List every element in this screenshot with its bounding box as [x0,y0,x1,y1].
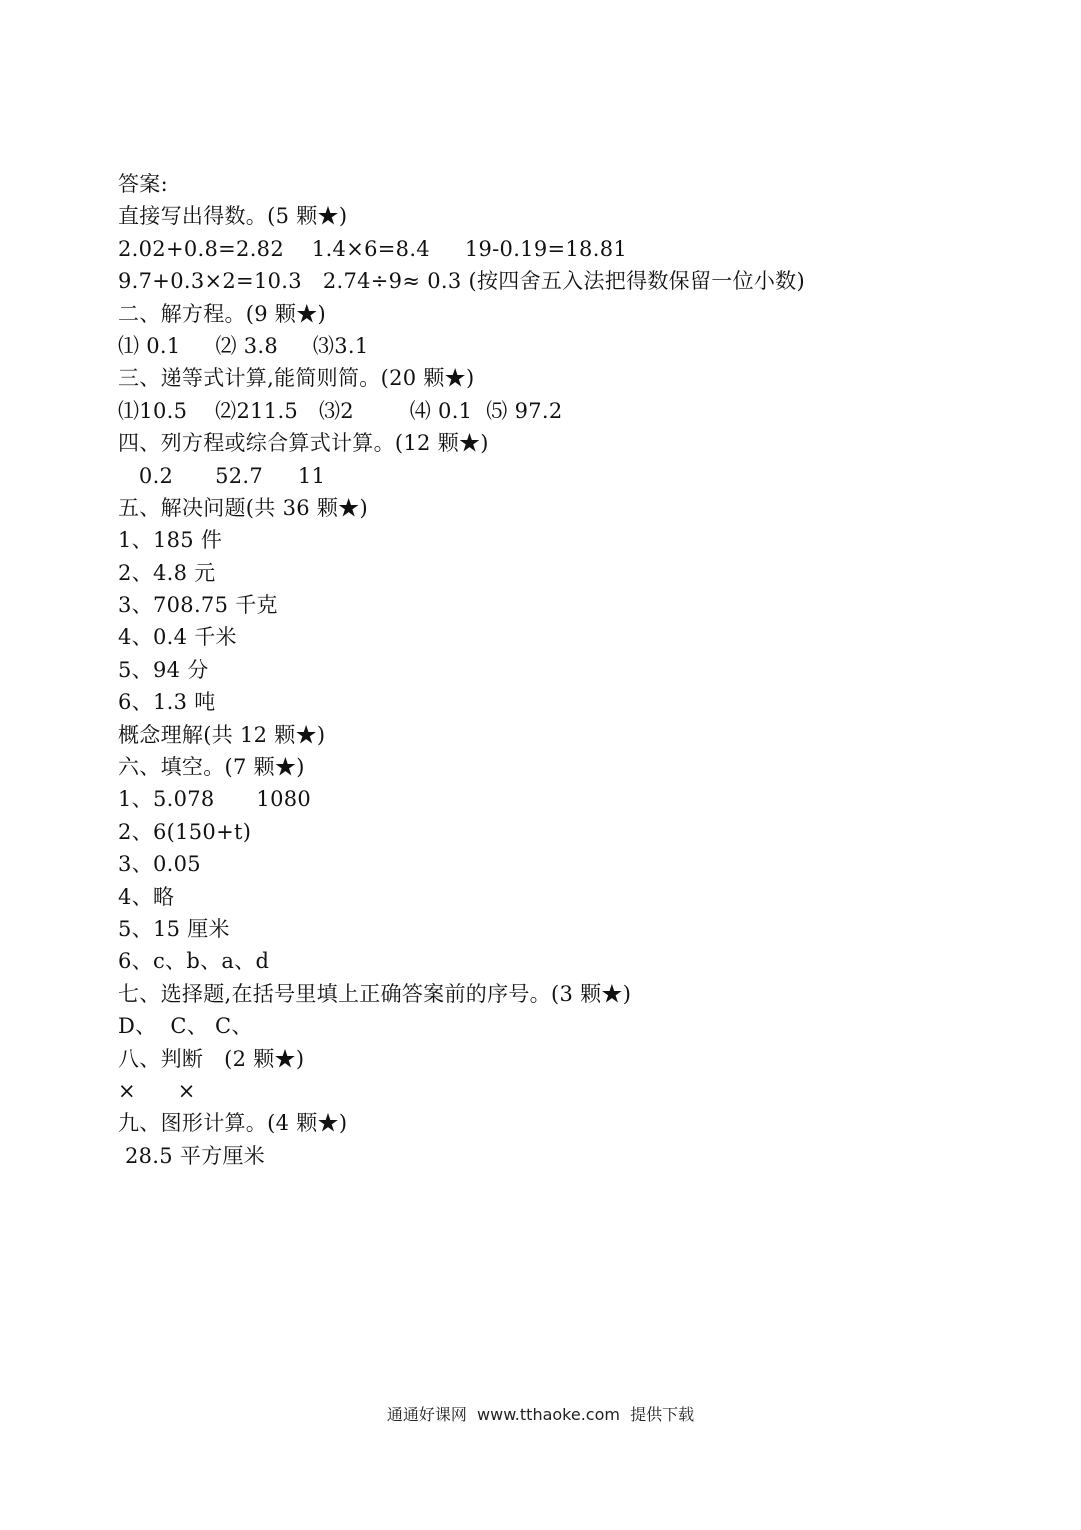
choice-answers: D、 C、 C、 [118,1014,253,1039]
section-direct-calc-title: 直接写出得数。(5 颗★) [118,204,348,229]
judge-answers: × × [118,1078,196,1103]
stepwise-answers: ⑴10.5 ⑵211.5 ⑶2 ⑷ 0.1 ⑸ 97.2 [118,398,563,423]
problem-answer-6: 6、1.3 吨 [118,690,216,715]
problem-answer-1: 1、185 件 [118,528,223,553]
geometry-answer: 28.5 平方厘米 [118,1143,266,1168]
equations-answers: ⑴ 0.1 ⑵ 3.8 ⑶3.1 [118,333,369,358]
answer-content [118,168,1018,1172]
section-choice-title: 七、选择题,在括号里填上正确答案前的序号。(3 颗★) [118,981,632,1006]
section-equations-title: 二、解方程。(9 颗★) [118,301,327,326]
problem-answer-4: 4、0.4 千米 [118,625,237,650]
section-geometry-title: 九、图形计算。(4 颗★) [118,1111,348,1136]
formula-answers: 0.2 52.7 11 [118,463,326,488]
answer-heading: 答案: [118,172,168,196]
section-judge-title: 八、判断 (2 颗★) [118,1046,305,1071]
fill-blank-answer-3: 3、0.05 [118,852,201,877]
footer-download-note: 通通好课网 www.tthaoke.com 提供下载 [386,1405,695,1424]
fill-blank-answer-2: 2、6(150+t) [118,819,252,844]
section-stepwise-title: 三、递等式计算,能简则简。(20 颗★) [118,366,475,391]
direct-calc-answers-row-1: 2.02+0.8=2.82 1.4×6=8.4 19-0.19=18.81 [118,236,628,261]
fill-blank-answer-6: 6、c、b、a、d [118,949,270,974]
section-problems-title: 五、解决问题(共 36 颗★) [118,495,368,520]
fill-blank-answer-1: 1、5.078 1080 [118,787,312,812]
fill-blank-answer-4: 4、略 [118,884,175,909]
problem-answer-3: 3、708.75 千克 [118,593,278,618]
problem-answer-5: 5、94 分 [118,657,209,682]
fill-blank-answer-5: 5、15 厘米 [118,916,230,941]
direct-calc-answers-row-2: 9.7+0.3×2=10.3 2.74÷9≈ 0.3 (按四舍五入法把得数保留一位小数) [118,269,805,294]
section-formula-title: 四、列方程或综合算式计算。(12 颗★) [118,431,489,456]
problem-answer-2: 2、4.8 元 [118,560,216,585]
section-concepts-title: 概念理解(共 12 颗★) [118,722,326,747]
section-fill-blank-title: 六、填空。(7 颗★) [118,755,305,780]
